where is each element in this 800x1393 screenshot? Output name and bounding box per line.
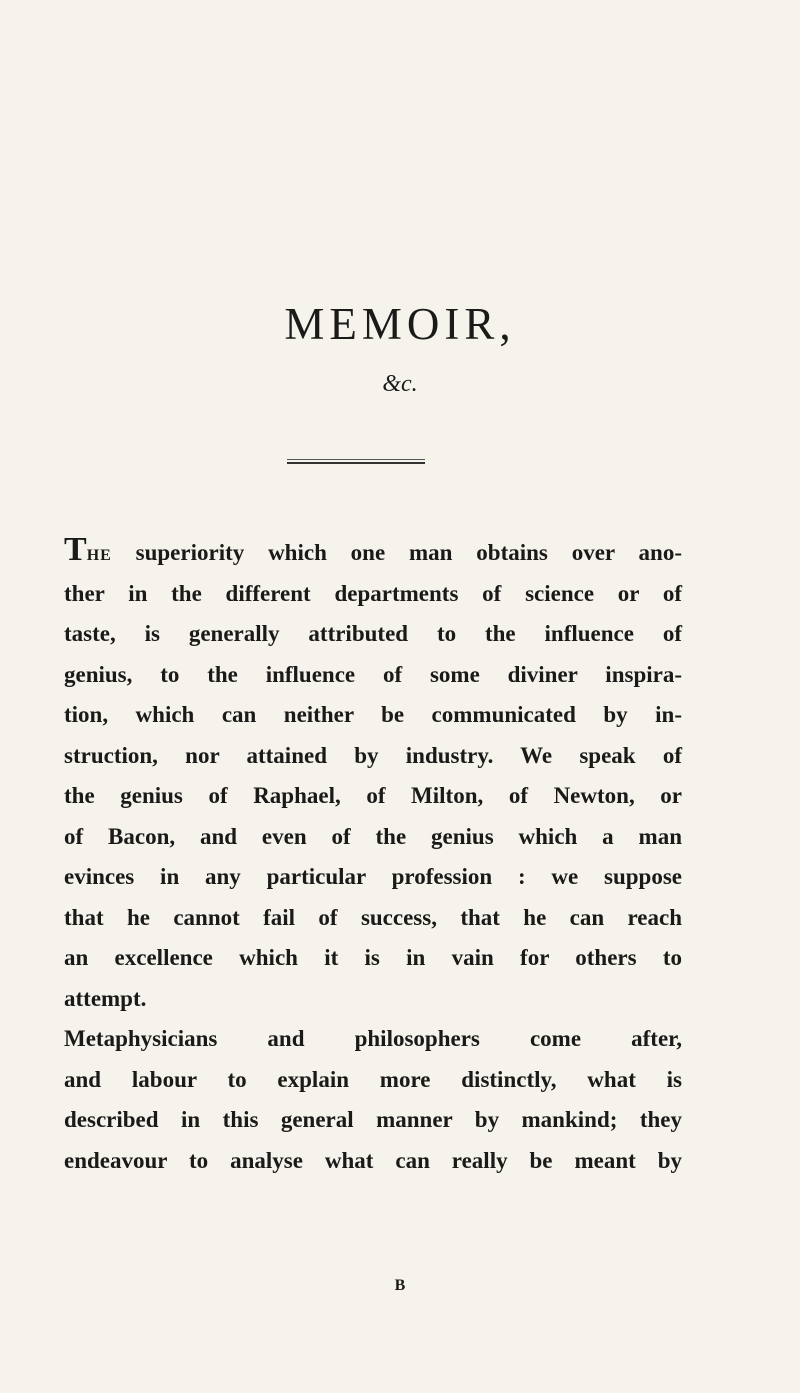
paragraph-1-line: ther in the different departments of science or of xyxy=(64,580,682,606)
paragraph-1-line-1 xyxy=(64,533,682,574)
paragraph-1-line: an excellence which it is in vain for others to xyxy=(64,945,682,970)
paragraph-2-line: described in this general manner by mankind; they xyxy=(64,1107,682,1132)
paragraph-1-line: genius, to the influence of some diviner inspira- xyxy=(64,661,682,687)
paragraph-2-line: Metaphysicians and philosophers come after, xyxy=(64,1026,682,1051)
paragraph-1-line: evinces in any particular profession : we suppose xyxy=(64,864,682,889)
paragraph-1-line: of Bacon, and even of the genius which a man xyxy=(64,823,682,849)
title-divider-rule xyxy=(287,459,425,464)
first-line-text: superiority which one man obtains over ano- xyxy=(111,540,682,565)
paragraph-1-line: the genius of Raphael, of Milton, of Newton, or xyxy=(64,783,682,808)
paragraph-1-line: tion, which can neither be communicated by in- xyxy=(64,702,682,727)
paragraph-1-line: that he cannot fail of success, that he can reach xyxy=(64,904,682,930)
paragraph-1-line: struction, nor attained by industry. We speak of xyxy=(64,742,682,768)
paragraph-1-line: taste, is generally attributed to the influence of xyxy=(64,621,682,646)
body-text xyxy=(64,533,682,1181)
page-subtitle: &c. xyxy=(382,371,418,397)
paragraph-1-last-line: attempt. xyxy=(64,985,147,1011)
drop-cap: T xyxy=(64,531,87,568)
paragraph-2-line: and labour to explain more distinctly, what is xyxy=(64,1066,682,1092)
signature-mark: B xyxy=(394,1277,406,1294)
page-title: MEMOIR, xyxy=(284,299,516,349)
paragraph-2-line: endeavour to analyse what can really be meant by xyxy=(64,1147,682,1173)
small-caps-text: HE xyxy=(86,547,112,564)
